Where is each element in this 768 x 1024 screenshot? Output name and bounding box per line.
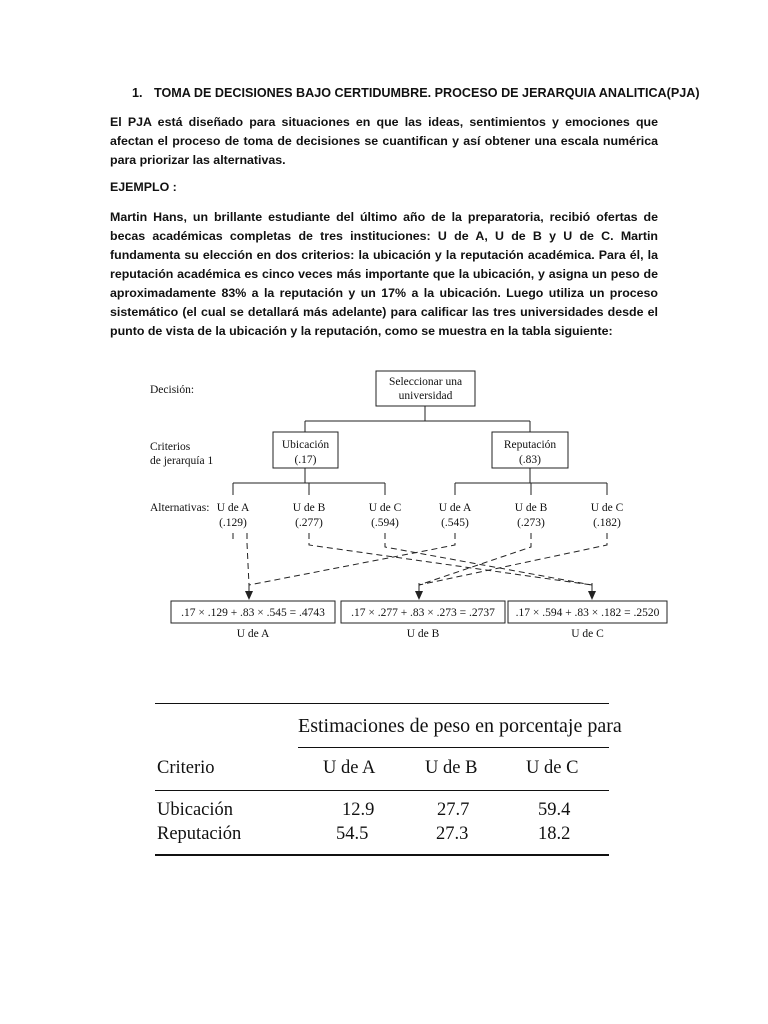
criterion-weight: (.17) <box>294 454 317 466</box>
result-formula: .17 × .277 + .83 × .273 = .2737 <box>351 607 495 619</box>
criterion-name: Ubicación <box>281 439 330 451</box>
alternative-weight: (.277) <box>295 517 323 529</box>
decision-box-line2: universidad <box>398 390 453 402</box>
alternative-weight: (.273) <box>517 517 545 529</box>
alternative-name: U de B <box>292 502 326 514</box>
section-title: TOMA DE DECISIONES BAJO CERTIDUMBRE. PROCESO DE JERARQUIA ANALITICA(PJA) <box>154 86 700 100</box>
table-header-u-de-c: U de C <box>526 758 579 778</box>
table-header-criterio: Criterio <box>157 758 215 778</box>
alternative-name: U de A <box>438 502 472 514</box>
table-rule-top <box>155 703 609 704</box>
arrowheads <box>245 583 596 600</box>
table-rule-header <box>155 790 609 791</box>
intro-paragraph: El PJA está diseñado para situaciones en que las ideas, sentimientos y emociones que afectan el proceso de toma de decisiones se cuantifican y así obtener una escala numérica para priorizar las alternativas. <box>110 115 658 167</box>
alternative-weight: (.594) <box>371 517 399 529</box>
table-cell: 27.3 <box>436 824 469 844</box>
example-label: EJEMPLO : <box>110 180 177 194</box>
decision-label: Decisión: <box>150 384 195 396</box>
table-cell: 27.7 <box>437 800 470 820</box>
table-cell: 12.9 <box>342 800 375 820</box>
decision-box-line1: Seleccionar una <box>388 376 463 388</box>
alternative-name: U de C <box>368 502 402 514</box>
table-cell: 59.4 <box>538 800 571 820</box>
alternative-name: U de C <box>590 502 624 514</box>
table-header-u-de-a: U de A <box>323 758 376 778</box>
section-number: 1. <box>132 86 143 100</box>
table-span-header: Estimaciones de peso en porcentaje para <box>298 715 622 737</box>
alternative-name: U de A <box>216 502 250 514</box>
table-rule-span <box>298 747 609 748</box>
table-cell: Reputación <box>157 824 242 844</box>
alternative-weight: (.129) <box>219 517 247 529</box>
table-cell: Ubicación <box>157 800 234 820</box>
criteria-label-line1: Criterios <box>150 441 191 453</box>
table-cell: 18.2 <box>538 824 571 844</box>
table-header-u-de-b: U de B <box>425 758 478 778</box>
result-label: U de C <box>571 628 604 640</box>
hierarchy-diagram <box>140 365 670 650</box>
table-rule-bottom <box>155 854 609 856</box>
criterion-name: Reputación <box>503 439 557 451</box>
result-formula: .17 × .129 + .83 × .545 = .4743 <box>181 607 325 619</box>
alternative-weight: (.182) <box>593 517 621 529</box>
result-label: U de A <box>236 628 270 640</box>
alternative-weight: (.545) <box>441 517 469 529</box>
section-heading <box>132 86 700 100</box>
alternative-name: U de B <box>514 502 548 514</box>
table-cell: 54.5 <box>336 824 369 844</box>
example-paragraph: Martin Hans, un brillante estudiante del último año de la preparatoria, recibió ofertas de becas académicas completas de tres instituciones: U de A, U de B y U de C. Martin fundamenta su elección en dos criterios: la ubicación y la reputación académica. Para él, la reputación académica es cinco veces más importante que la ubicación, y asigna un peso de aproximadamente 83% a la reputación y un 17% a la ubicación. Luego utiliza un proceso sistemático (el cual se detallará más adelante) para calificar las tres universidades desde el punto de vista de la ubicación y la reputación, como se muestra en la tabla siguiente: <box>110 210 658 338</box>
result-formula: .17 × .594 + .83 × .182 = .2520 <box>515 607 660 619</box>
alternatives-label: Alternativas: <box>150 502 210 514</box>
criterion-weight: (.83) <box>518 454 542 466</box>
dashed-links <box>233 533 607 585</box>
criteria-label-line2: de jerarquía 1 <box>150 455 214 467</box>
result-label: U de B <box>406 628 440 640</box>
